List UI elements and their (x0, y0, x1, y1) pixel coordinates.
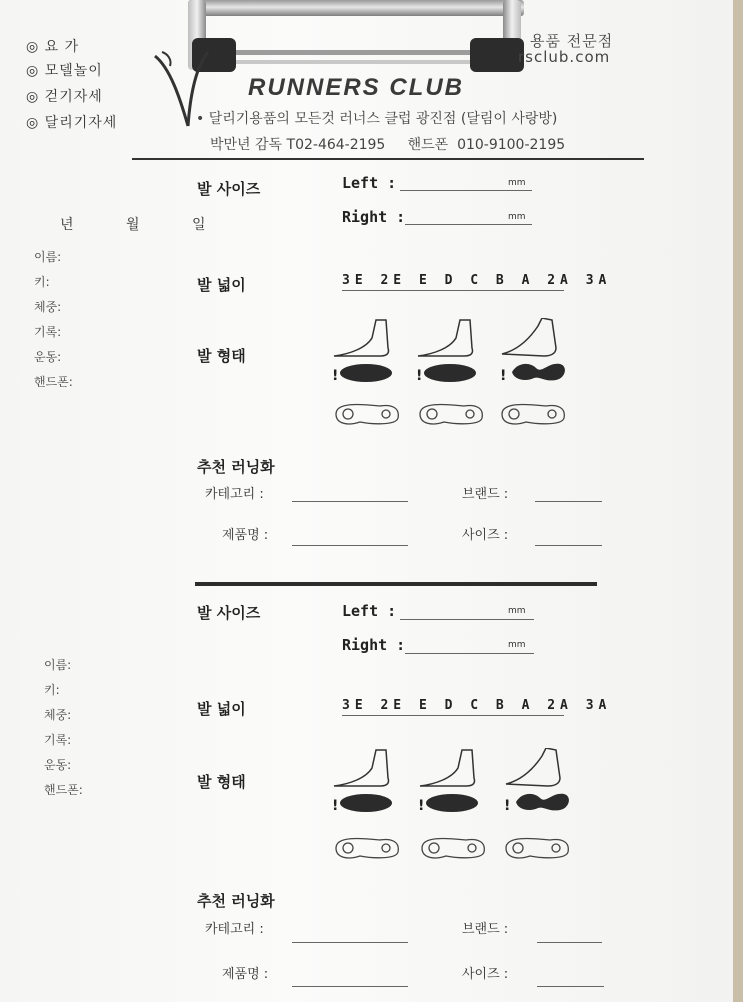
size-label: 사이즈 : (462, 528, 509, 543)
foot-width-rule (342, 290, 564, 291)
left-size-label: Left : (342, 174, 397, 192)
foot-shape-label: 발 형태 (197, 347, 246, 365)
size-input[interactable] (535, 545, 602, 546)
foot-size-label: 발 사이즈 (197, 604, 261, 622)
foot-shape-label: 발 형태 (197, 773, 246, 791)
field-name: 이름: (34, 250, 62, 264)
left-size-input[interactable] (400, 619, 534, 620)
right-unit: mm (508, 212, 526, 222)
foot-width-scale: 3E 2E E D C B A 2A 3A (342, 698, 612, 713)
foot-size-label: 발 사이즈 (197, 180, 261, 198)
recommended-shoes-title: 추천 러닝화 (197, 892, 275, 910)
field-exercise: 운동: (34, 350, 62, 364)
field-weight: 체중: (44, 708, 72, 722)
product-label: 제품명 : (222, 528, 269, 543)
foot-pressure-map-icon (336, 404, 564, 423)
category-label: 카테고리 : (205, 487, 264, 502)
right-size-label: Right : (342, 636, 406, 654)
left-unit: mm (508, 178, 526, 188)
svg-text:!: ! (418, 798, 425, 814)
brand-input[interactable] (535, 501, 602, 502)
svg-text:!: ! (500, 368, 507, 384)
clipboard-edge (733, 0, 743, 1002)
field-weight: 체중: (34, 300, 62, 314)
category-input[interactable] (292, 942, 408, 943)
brand-label: 브랜드 : (462, 922, 509, 937)
left-size-label: Left : (342, 602, 397, 620)
left-size-input[interactable] (400, 190, 532, 191)
svg-text:!: ! (332, 798, 339, 814)
svg-text:!: ! (416, 368, 423, 384)
brand-label: 브랜드 : (462, 487, 509, 502)
size-input[interactable] (537, 986, 604, 987)
field-name: 이름: (44, 658, 72, 672)
foot-width-label: 발 넓이 (197, 276, 246, 294)
foot-profile-icon (334, 748, 560, 786)
left-unit: mm (508, 606, 526, 616)
menu-item-running: ◎ 달리기자세 (26, 115, 118, 131)
product-input[interactable] (292, 986, 408, 987)
section-divider (195, 582, 597, 586)
foot-pressure-map-icon (336, 838, 568, 857)
foot-profile-icon (334, 318, 556, 356)
foot-width-label: 발 넓이 (197, 700, 246, 718)
field-height: 키: (34, 275, 50, 289)
customer-fields-1 (34, 248, 73, 398)
date-label: 년 월 일 (60, 217, 230, 233)
header-menu (26, 36, 117, 138)
right-size-input[interactable] (405, 224, 532, 225)
store-contact: 박만년 감독 T02-464-2195 핸드폰 010-9100-2195 (210, 137, 566, 153)
website-url: rsclub.com (518, 48, 611, 66)
tagline: 용품 전문점 (530, 32, 614, 50)
store-description: • 달리기용품의 모든것 러너스 클럽 광진점 (달림이 사랑방) (196, 111, 558, 127)
right-size-label: Right : (342, 208, 406, 226)
footprint-icon (332, 364, 565, 384)
clip-wire (230, 50, 480, 64)
recommended-shoes-title: 추천 러닝화 (197, 458, 275, 476)
foot-width-rule (342, 715, 564, 716)
clipboard-clip (188, 0, 524, 16)
category-label: 카테고리 : (205, 922, 264, 937)
field-phone: 핸드폰: (44, 783, 83, 797)
field-height: 키: (44, 683, 60, 697)
right-unit: mm (508, 640, 526, 650)
category-input[interactable] (292, 501, 408, 502)
clip-hinge-right (470, 38, 524, 72)
foot-shape-illustrations (330, 318, 580, 436)
product-label: 제품명 : (222, 967, 269, 982)
product-input[interactable] (292, 545, 408, 546)
field-exercise: 운동: (44, 758, 72, 772)
header-rule (132, 158, 644, 160)
brand-input[interactable] (537, 942, 602, 943)
foot-shape-illustrations (330, 748, 586, 868)
svg-text:!: ! (504, 798, 511, 814)
menu-item-model: ◎ 모델놀이 (26, 63, 103, 79)
footprint-icon (332, 794, 569, 814)
menu-item-yoga: ◎ 요 가 (26, 39, 80, 55)
size-label: 사이즈 : (462, 967, 509, 982)
svg-text:!: ! (332, 368, 339, 384)
brand-name: RUNNERS CLUB (248, 74, 464, 101)
customer-fields-2 (44, 656, 83, 806)
field-phone: 핸드폰: (34, 375, 73, 389)
foot-width-scale: 3E 2E E D C B A 2A 3A (342, 273, 612, 288)
right-size-input[interactable] (405, 653, 534, 654)
field-record: 기록: (44, 733, 72, 747)
menu-item-walking: ◎ 걷기자세 (26, 89, 103, 105)
field-record: 기록: (34, 325, 62, 339)
